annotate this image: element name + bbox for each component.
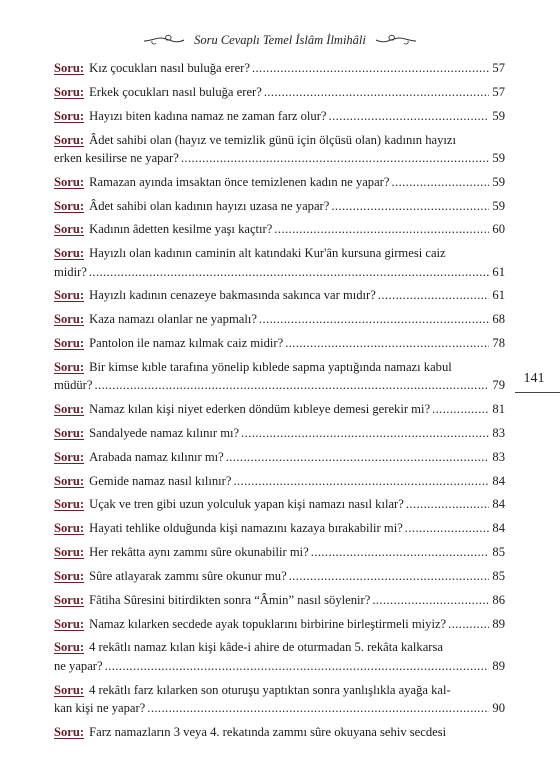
toc-entry[interactable] <box>54 173 505 191</box>
page-ref: 84 <box>492 521 505 536</box>
page-ref: 59 <box>492 198 505 213</box>
dot-leader <box>331 197 489 215</box>
soru-label: Soru: <box>54 545 85 560</box>
toc-entry-line <box>54 448 505 466</box>
dot-leader <box>432 400 489 418</box>
dot-leader <box>378 286 490 304</box>
dot-leader <box>406 495 490 513</box>
toc-entry[interactable] <box>54 448 505 466</box>
left-ornament-icon <box>142 33 186 47</box>
dot-leader <box>311 543 490 561</box>
page-ref: 90 <box>492 700 505 715</box>
dot-leader <box>372 591 489 609</box>
toc-entry-line <box>54 472 505 490</box>
page-ref: 61 <box>492 264 505 279</box>
toc-entry-line <box>54 567 505 585</box>
header-title: Soru Cevaplı Temel İslâm İlmihâli <box>194 32 366 47</box>
page-ref: 79 <box>492 378 505 393</box>
toc-entry[interactable] <box>54 286 505 304</box>
toc-entry-line <box>54 59 505 77</box>
question-text: midir? <box>54 264 87 279</box>
dot-leader <box>391 173 489 191</box>
toc-entry[interactable] <box>54 197 505 215</box>
page-ref: 86 <box>492 592 505 607</box>
toc-entry-line <box>54 131 505 149</box>
page-ref: 59 <box>492 174 505 189</box>
question-text: Hayati tehlike olduğunda kişi namazını kazaya bırakabilir mi? <box>89 521 403 536</box>
dot-leader <box>105 657 490 675</box>
dot-leader <box>259 310 489 328</box>
soru-label: Soru: <box>54 473 85 488</box>
toc-entry-line <box>54 149 505 167</box>
soru-label: Soru: <box>54 246 85 261</box>
question-text: 4 rekâtlı farz kılarken son oturuşu yaptıktan sonra yanlışlıkla ayağa kal- <box>89 682 451 697</box>
toc-entry-line <box>54 519 505 537</box>
page-number: 141 <box>523 371 545 386</box>
soru-label: Soru: <box>54 521 85 536</box>
toc-entry[interactable] <box>54 131 505 168</box>
dot-leader <box>289 567 490 585</box>
toc-entry[interactable] <box>54 83 505 101</box>
question-text: ne yapar? <box>54 658 103 673</box>
soru-label: Soru: <box>54 592 85 607</box>
dot-leader <box>241 424 489 442</box>
soru-label: Soru: <box>54 198 85 213</box>
toc-entry-line <box>54 263 505 281</box>
dot-leader <box>89 263 490 281</box>
soru-label: Soru: <box>54 682 85 697</box>
toc-entry-line <box>54 173 505 191</box>
page-ref: 68 <box>492 312 505 327</box>
question-text: Namaz kılarken secdede ayak topuklarını birbirine birleştirmeli miyiz? <box>89 616 447 631</box>
soru-label: Soru: <box>54 402 85 417</box>
toc-entry-line <box>54 376 505 394</box>
toc-entry-line <box>54 107 505 125</box>
dot-leader <box>147 699 489 717</box>
soru-label: Soru: <box>54 640 85 655</box>
page-ref: 85 <box>492 568 505 583</box>
toc-entry-line <box>54 197 505 215</box>
question-text: Farz namazların 3 veya 4. rekatında zammı sûre okuyana sehiv secdesi <box>89 724 447 739</box>
soru-label: Soru: <box>54 724 85 739</box>
dot-leader <box>329 107 490 125</box>
page-ref: 61 <box>492 288 505 303</box>
toc-entry[interactable] <box>54 334 505 352</box>
toc-entry[interactable] <box>54 681 505 718</box>
toc-entry[interactable] <box>54 519 505 537</box>
page-ref: 89 <box>492 616 505 631</box>
soru-label: Soru: <box>54 568 85 583</box>
page-ref: 85 <box>492 545 505 560</box>
page-ref: 84 <box>492 473 505 488</box>
toc-entry[interactable] <box>54 358 505 395</box>
toc-entry[interactable] <box>54 723 505 741</box>
soru-label: Soru: <box>54 312 85 327</box>
page-ref: 57 <box>492 61 505 75</box>
page-ref: 60 <box>492 222 505 237</box>
toc-entry[interactable] <box>54 59 505 77</box>
soru-label: Soru: <box>54 222 85 237</box>
page-ref: 81 <box>492 402 505 417</box>
soru-label: Soru: <box>54 174 85 189</box>
soru-label: Soru: <box>54 84 85 99</box>
question-text: Hayızlı kadının cenazeye bakmasında sakınca var mıdır? <box>89 288 376 303</box>
question-text: Ramazan ayında imsaktan önce temizlenen kadın ne yapar? <box>89 174 390 189</box>
question-text: Kız çocukları nasıl buluğa erer? <box>89 61 250 75</box>
page-ref: 57 <box>492 84 505 99</box>
page-ref: 83 <box>492 449 505 464</box>
question-text: Namaz kılan kişi niyet ederken döndüm kıbleye demesi gerekir mi? <box>89 402 431 417</box>
question-text: erken kesilirse ne yapar? <box>54 150 179 165</box>
dot-leader <box>252 59 489 77</box>
dot-leader <box>94 376 489 394</box>
question-text: Kadının âdetten kesilme yaşı kaçtır? <box>89 222 273 237</box>
question-text: kan kişi ne yapar? <box>54 700 146 715</box>
toc-entry[interactable] <box>54 472 505 490</box>
question-text: Bir kimse kıble tarafına yönelip kıblede sapma yaptığında namazı kabul <box>89 359 452 374</box>
page-ref: 59 <box>492 150 505 165</box>
page-ref: 89 <box>492 658 505 673</box>
toc-entry-line <box>54 615 505 633</box>
toc-entry[interactable] <box>54 244 505 281</box>
question-text: Kaza namazı olanlar ne yapmalı? <box>89 312 257 327</box>
toc-entry-line <box>54 543 505 561</box>
toc-entry-line <box>54 83 505 101</box>
question-text: Âdet sahibi olan (hayız ve temizlik günü için ölçüsü olan) kadının hayızı <box>89 132 456 147</box>
table-of-contents <box>54 59 505 747</box>
page-number-rule <box>515 392 560 393</box>
soru-label: Soru: <box>54 288 85 303</box>
question-text: Hayızlı olan kadının caminin alt katındaki Kur'ân kursuna girmesi caiz <box>89 246 446 261</box>
question-text: Erkek çocukları nasıl buluğa erer? <box>89 84 262 99</box>
question-text: Arabada namaz kılınır mı? <box>89 449 224 464</box>
dot-leader <box>405 519 490 537</box>
question-text: Âdet sahibi olan kadının hayızı uzasa ne yapar? <box>89 198 330 213</box>
question-text: Hayızı biten kadına namaz ne zaman farz olur? <box>89 108 327 123</box>
question-text: Her rekâtta aynı zammı sûre okunabilir mi? <box>89 545 309 560</box>
question-text: Sandalyede namaz kılınır mı? <box>89 425 240 440</box>
question-text: Pantolon ile namaz kılmak caiz midir? <box>89 336 284 351</box>
toc-entry[interactable] <box>54 591 505 609</box>
toc-entry-line <box>54 723 505 741</box>
soru-label: Soru: <box>54 449 85 464</box>
soru-label: Soru: <box>54 425 85 440</box>
question-text: Uçak ve tren gibi uzun yolculuk yapan kişi namazı nasıl kılar? <box>89 497 404 512</box>
toc-entry[interactable] <box>54 567 505 585</box>
soru-label: Soru: <box>54 336 85 351</box>
toc-entry-line <box>54 334 505 352</box>
soru-label: Soru: <box>54 61 85 75</box>
page-ref: 59 <box>492 108 505 123</box>
toc-entry-line <box>54 591 505 609</box>
question-text: Sûre atlayarak zammı sûre okunur mu? <box>89 568 287 583</box>
toc-entry-line <box>54 699 505 717</box>
page-ref: 83 <box>492 425 505 440</box>
toc-entry[interactable] <box>54 220 505 238</box>
question-text: Gemide namaz nasıl kılınır? <box>89 473 232 488</box>
question-text: 4 rekâtlı namaz kılan kişi kâde-i ahire de oturmadan 5. rekâta kalkarsa <box>89 640 443 655</box>
question-text: Fâtiha Sûresini bitirdikten sonra “Âmin” nasıl söylenir? <box>89 592 371 607</box>
question-text: müdür? <box>54 378 93 393</box>
toc-entry-line <box>54 400 505 418</box>
running-header <box>0 28 560 52</box>
toc-entry[interactable] <box>54 615 505 633</box>
dot-leader <box>274 220 489 238</box>
dot-leader <box>226 448 490 466</box>
soru-label: Soru: <box>54 108 85 123</box>
toc-entry[interactable] <box>54 310 505 328</box>
dot-leader <box>264 83 490 101</box>
toc-entry[interactable] <box>54 424 505 442</box>
dot-leader <box>285 334 489 352</box>
toc-entry-line <box>54 424 505 442</box>
page-ref: 78 <box>492 336 505 351</box>
soru-label: Soru: <box>54 359 85 374</box>
toc-entry-line <box>54 495 505 513</box>
soru-label: Soru: <box>54 132 85 147</box>
toc-entry-line <box>54 681 505 699</box>
soru-label: Soru: <box>54 616 85 631</box>
toc-entry[interactable] <box>54 543 505 561</box>
toc-entry-line <box>54 220 505 238</box>
dot-leader <box>181 149 490 167</box>
toc-entry[interactable] <box>54 495 505 513</box>
toc-entry-line <box>54 286 505 304</box>
toc-entry-line <box>54 244 505 262</box>
dot-leader <box>233 472 489 490</box>
soru-label: Soru: <box>54 497 85 512</box>
toc-entry-line <box>54 657 505 675</box>
dot-leader <box>448 615 489 633</box>
toc-entry[interactable] <box>54 107 505 125</box>
toc-entry-line <box>54 310 505 328</box>
page-ref: 84 <box>492 497 505 512</box>
toc-entry[interactable] <box>54 400 505 418</box>
toc-entry-line <box>54 638 505 656</box>
right-ornament-icon <box>374 33 418 47</box>
toc-entry[interactable] <box>54 638 505 675</box>
toc-entry-line <box>54 358 505 376</box>
